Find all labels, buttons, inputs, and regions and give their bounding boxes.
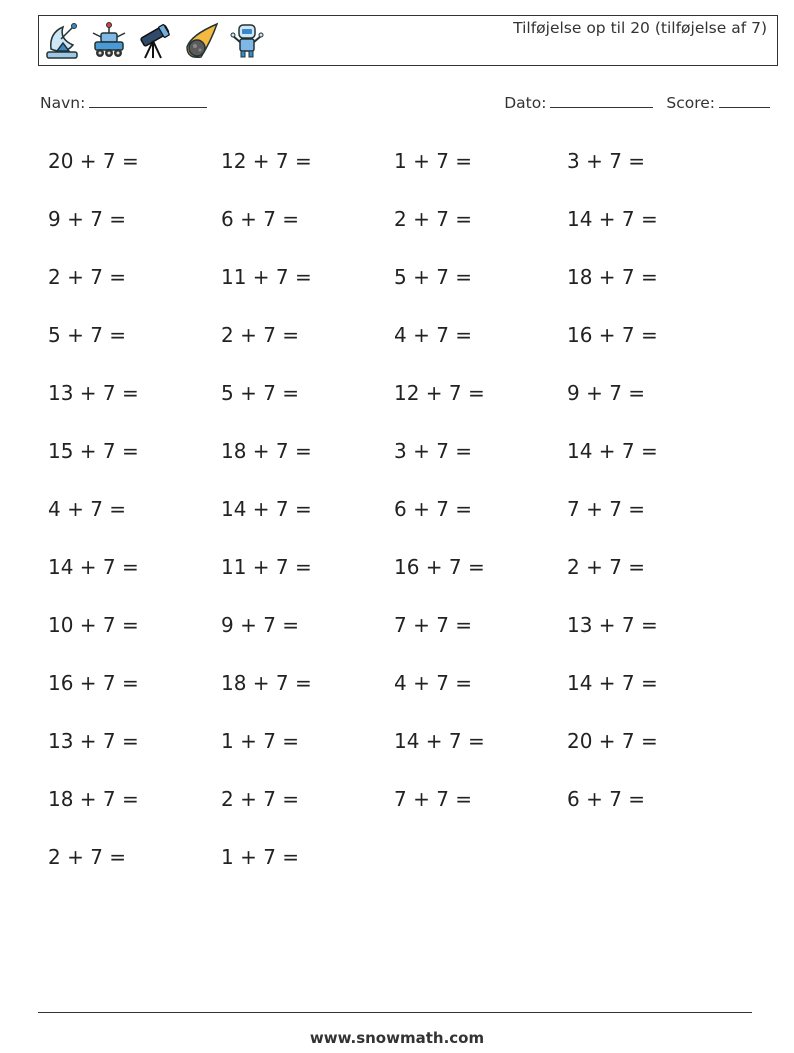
problem-item: 2 + 7 = [48,845,127,869]
problem-row [48,436,748,494]
problem-item: 6 + 7 = [567,787,646,811]
problem-item: 3 + 7 = [567,149,646,173]
problem-item: 18 + 7 = [48,787,139,811]
problem-item: 6 + 7 = [394,497,473,521]
telescope-icon [135,21,175,61]
name-field [40,93,207,112]
worksheet-header [38,15,778,66]
footer-divider [38,1012,752,1013]
problem-row [48,552,748,610]
problem-item: 5 + 7 = [221,381,300,405]
meteor-icon [181,21,221,61]
problem-item: 11 + 7 = [221,555,312,579]
name-label: Navn: [40,94,86,112]
problem-item: 9 + 7 = [221,613,300,637]
problem-item: 5 + 7 = [394,265,473,289]
problem-item: 16 + 7 = [567,323,658,347]
problem-item: 9 + 7 = [567,381,646,405]
problem-row [48,146,748,204]
problem-item: 20 + 7 = [567,729,658,753]
score-blank [719,93,770,108]
robot-icon [227,21,267,61]
problem-item: 4 + 7 = [48,497,127,521]
problem-item: 14 + 7 = [221,497,312,521]
problem-item: 1 + 7 = [221,729,300,753]
score-label: Score: [666,94,715,112]
problem-item: 14 + 7 = [567,439,658,463]
problem-item: 1 + 7 = [394,149,473,173]
problem-row [48,494,748,552]
date-score-fields [504,93,770,112]
problem-item: 2 + 7 = [394,207,473,231]
problem-item: 7 + 7 = [394,613,473,637]
problem-grid [48,146,748,900]
satellite-dish-icon [43,21,83,61]
problem-item: 1 + 7 = [221,845,300,869]
problem-item: 20 + 7 = [48,149,139,173]
problem-item: 2 + 7 = [48,265,127,289]
problem-item: 14 + 7 = [567,207,658,231]
problem-row [48,204,748,262]
problem-item: 6 + 7 = [221,207,300,231]
problem-item: 18 + 7 = [221,439,312,463]
problem-row [48,842,748,900]
problem-item: 16 + 7 = [48,671,139,695]
problem-item: 3 + 7 = [394,439,473,463]
date-blank [550,93,653,108]
problem-item: 14 + 7 = [567,671,658,695]
rover-robot-icon [89,21,129,61]
problem-item: 14 + 7 = [394,729,485,753]
problem-item: 9 + 7 = [48,207,127,231]
worksheet-title: Tilføjelse op til 20 (tilføjelse af 7) [513,19,767,37]
problem-item: 16 + 7 = [394,555,485,579]
problem-item: 2 + 7 = [221,787,300,811]
footer-website: www.snowmath.com [309,1029,485,1047]
problem-item: 18 + 7 = [221,671,312,695]
problem-item: 7 + 7 = [394,787,473,811]
problem-item: 4 + 7 = [394,323,473,347]
problem-item [394,842,567,900]
problem-item: 7 + 7 = [567,497,646,521]
problem-row [48,320,748,378]
problem-item: 2 + 7 = [221,323,300,347]
problem-row [48,726,748,784]
problem-item: 10 + 7 = [48,613,139,637]
problem-item: 12 + 7 = [394,381,485,405]
problem-item: 14 + 7 = [48,555,139,579]
problem-item: 13 + 7 = [48,729,139,753]
problem-item: 13 + 7 = [48,381,139,405]
problem-row [48,668,748,726]
problem-item: 5 + 7 = [48,323,127,347]
problem-row [48,378,748,436]
problem-row [48,262,748,320]
name-blank [89,93,207,108]
problem-item: 18 + 7 = [567,265,658,289]
problem-item: 13 + 7 = [567,613,658,637]
problem-item: 2 + 7 = [567,555,646,579]
date-label: Dato: [504,94,547,112]
problem-item: 4 + 7 = [394,671,473,695]
problem-row [48,610,748,668]
problem-item: 12 + 7 = [221,149,312,173]
header-icons [43,19,267,63]
problem-row [48,784,748,842]
problem-item: 15 + 7 = [48,439,139,463]
problem-item [567,842,740,900]
problem-item: 11 + 7 = [221,265,312,289]
